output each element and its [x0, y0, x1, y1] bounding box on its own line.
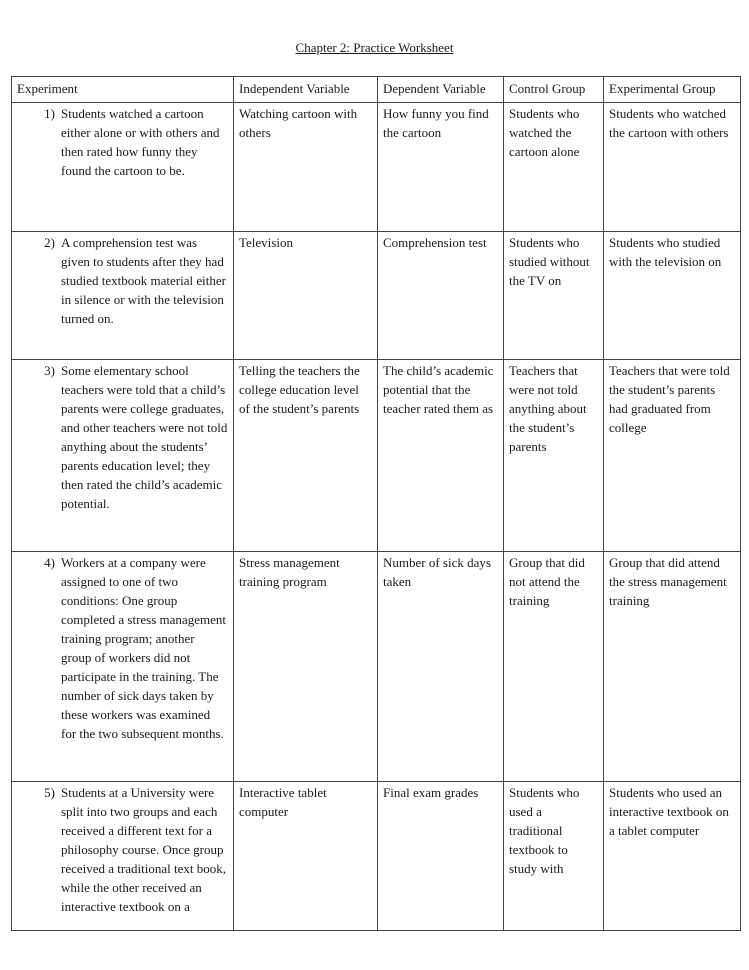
- experiment-cell: [12, 552, 234, 782]
- dependent-variable-cell: The child’s academic potential that the teacher rated them as: [378, 360, 504, 552]
- experiment-text: A comprehension test was given to students after they had studied textbook material either in silence or with the television turned on.: [61, 235, 226, 326]
- control-group-cell: Group that did not attend the training: [504, 552, 604, 782]
- row-number: 3): [44, 363, 55, 378]
- experimental-group-cell: Students who watched the cartoon with others: [604, 103, 741, 232]
- independent-variable-cell: Interactive tablet computer: [234, 782, 378, 931]
- table-row: [12, 552, 741, 782]
- dependent-variable-cell: Final exam grades: [378, 782, 504, 931]
- header-experimental-group: Experimental Group: [604, 77, 741, 103]
- table-row: [12, 103, 741, 232]
- independent-variable-cell: Watching cartoon with others: [234, 103, 378, 232]
- experiment-text: Students watched a cartoon either alone or with others and then rated how funny they found the cartoon to be.: [61, 106, 220, 178]
- row-number: 4): [44, 555, 55, 570]
- independent-variable-cell: Telling the teachers the college education level of the student’s parents: [234, 360, 378, 552]
- page-title: Chapter 2: Practice Worksheet: [295, 40, 454, 55]
- experiment-cell: [12, 782, 234, 931]
- experiment-text: Students at a University were split into two groups and each received a different text for a philosophy course. Once group received a traditional text book, while the other received an interactive textbook on a: [61, 785, 226, 914]
- dependent-variable-cell: Number of sick days taken: [378, 552, 504, 782]
- worksheet-table: [11, 76, 741, 931]
- table-row: [12, 232, 741, 360]
- header-control-group: Control Group: [504, 77, 604, 103]
- experiment-text: Some elementary school teachers were told that a child’s parents were college graduates, and other teachers were not told anything about the students’ parents education level; they then rated the child’s academic potential.: [61, 363, 228, 511]
- control-group-cell: Students who watched the cartoon alone: [504, 103, 604, 232]
- experimental-group-cell: Students who used an interactive textbook on a tablet computer: [604, 782, 741, 931]
- control-group-cell: Students who studied without the TV on: [504, 232, 604, 360]
- dependent-variable-cell: Comprehension test: [378, 232, 504, 360]
- experimental-group-cell: Group that did attend the stress management training: [604, 552, 741, 782]
- header-row: [12, 77, 741, 103]
- independent-variable-cell: Stress management training program: [234, 552, 378, 782]
- header-independent-variable: Independent Variable: [234, 77, 378, 103]
- experimental-group-cell: Teachers that were told the student’s parents had graduated from college: [604, 360, 741, 552]
- row-number: 5): [44, 785, 55, 800]
- header-dependent-variable: Dependent Variable: [378, 77, 504, 103]
- dependent-variable-cell: How funny you find the cartoon: [378, 103, 504, 232]
- experiment-text: Workers at a company were assigned to one of two conditions: One group completed a stress management training program; another group of workers did not participate in the training. The number of sick days taken by these workers was examined for the two subsequent months.: [61, 555, 226, 741]
- header-experiment: Experiment: [12, 77, 234, 103]
- control-group-cell: Students who used a traditional textbook to study with: [504, 782, 604, 931]
- experimental-group-cell: Students who studied with the television on: [604, 232, 741, 360]
- row-number: 1): [44, 106, 55, 121]
- row-number: 2): [44, 235, 55, 250]
- experiment-cell: [12, 360, 234, 552]
- experiment-cell: [12, 103, 234, 232]
- table-row: [12, 360, 741, 552]
- table-row: [12, 782, 741, 931]
- control-group-cell: Teachers that were not told anything about the student’s parents: [504, 360, 604, 552]
- experiment-cell: [12, 232, 234, 360]
- independent-variable-cell: Television: [234, 232, 378, 360]
